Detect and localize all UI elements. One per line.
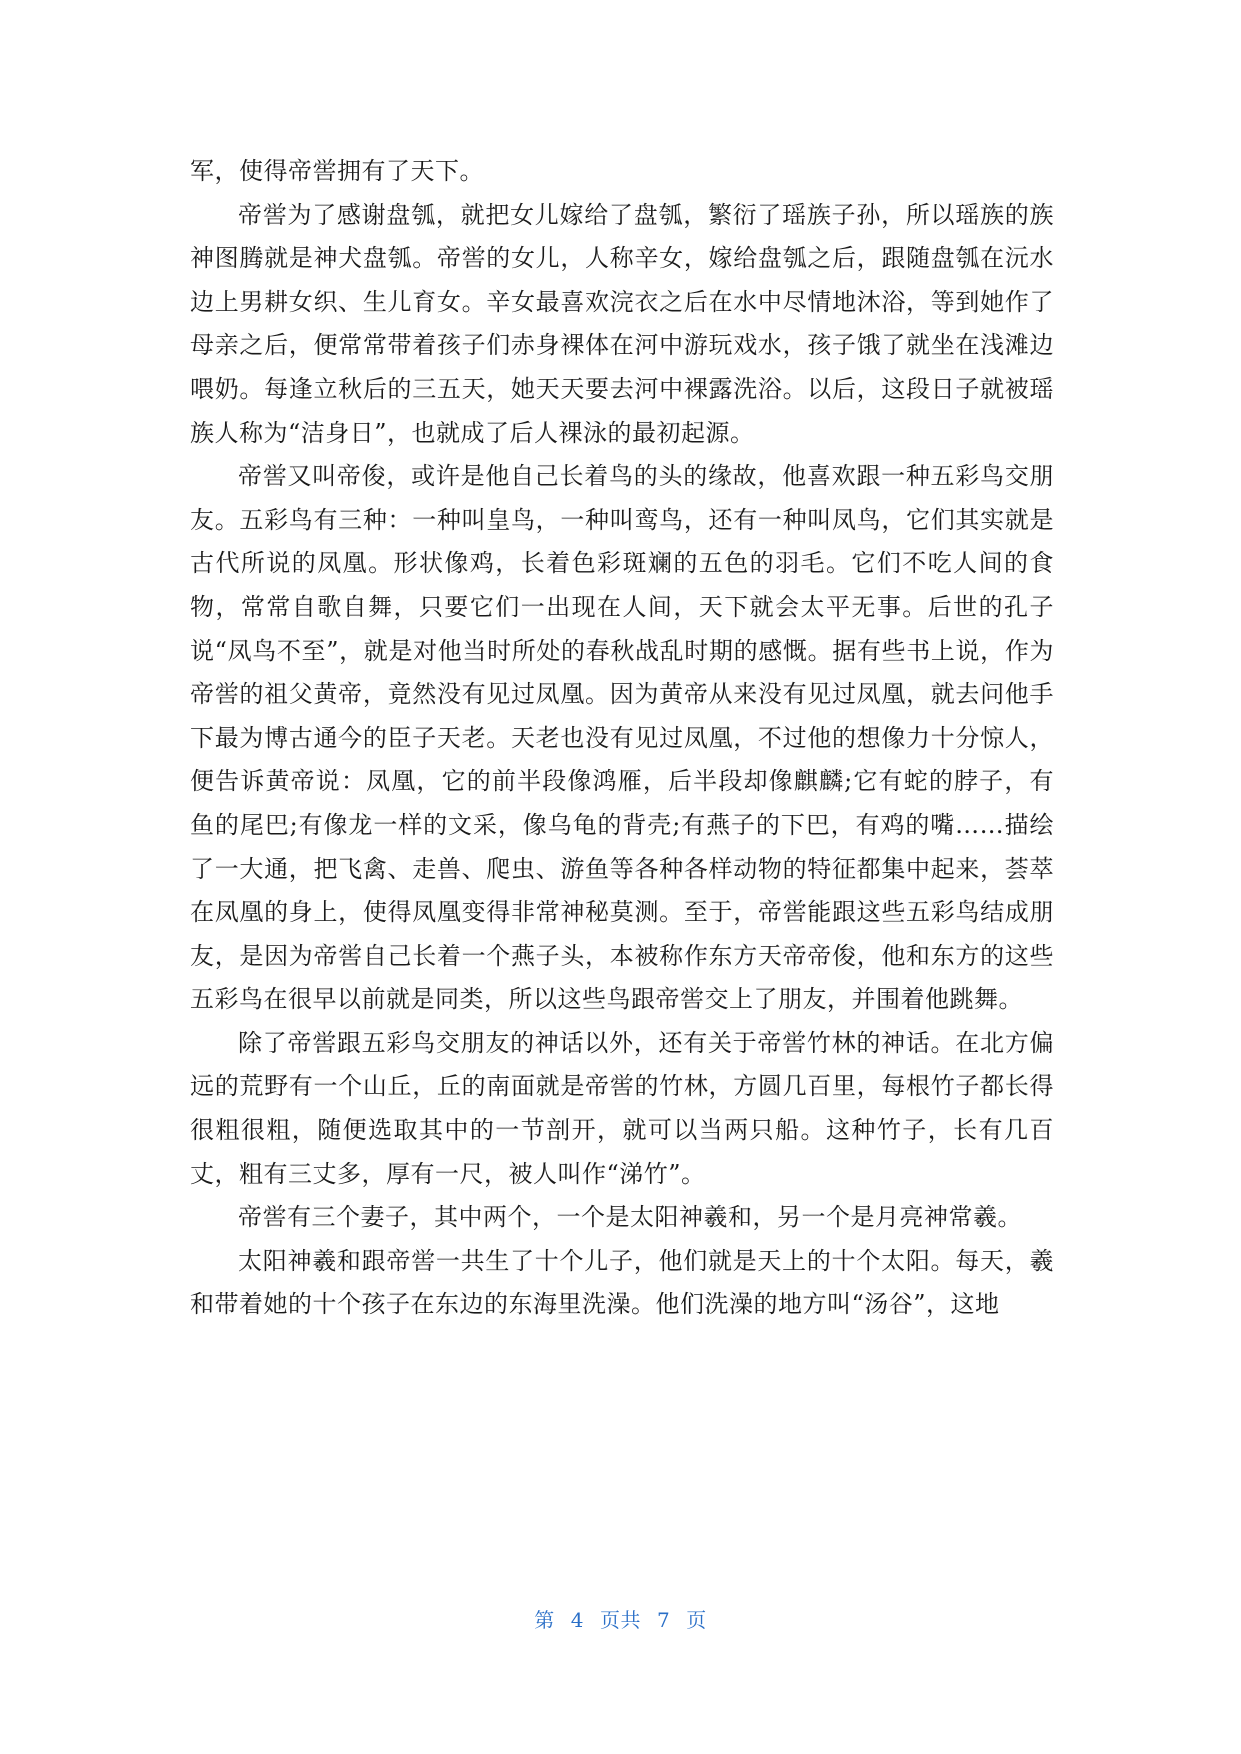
footer-total-pages: 7 bbox=[657, 1608, 671, 1632]
document-body bbox=[190, 150, 1054, 1327]
page-footer bbox=[0, 1604, 1241, 1633]
paragraph-4: 除了帝喾跟五彩鸟交朋友的神话以外，还有关于帝喾竹林的神话。在北方偏远的荒野有一个山丘，丘的南面就是帝喾的竹林，方圆几百里，每根竹子都长得很粗很粗，随便选取其中的一节剖开，就可以当两只船。这种竹子，长有几百丈，粗有三丈多，厚有一尺，被人叫作“涕竹”。 bbox=[190, 1028, 1054, 1188]
footer-current-page: 4 bbox=[570, 1608, 584, 1632]
paragraph-5: 帝喾有三个妻子，其中两个，一个是太阳神羲和，另一个是月亮神常羲。 bbox=[238, 1203, 1022, 1232]
footer-page-word: 第 bbox=[534, 1608, 555, 1632]
paragraph-1: 军，使得帝喾拥有了天下。 bbox=[190, 157, 484, 185]
paragraph-6: 太阳神羲和跟帝喾一共生了十个儿子，他们就是天上的十个太阳。每天，羲和带着她的十个孩子在东边的东海里洗澡。他们洗澡的地方叫“汤谷”，这地 bbox=[190, 1246, 1054, 1319]
paragraph-3: 帝喾又叫帝俊，或许是他自己长着鸟的头的缘故，他喜欢跟一种五彩鸟交朋友。五彩鸟有三种：一种叫皇鸟，一种叫鸾鸟，还有一种叫凤鸟，它们其实就是古代所说的凤凰。形状像鸡，长着色彩斑斓的五色的羽毛。它们不吃人间的食物，常常自歌自舞，只要它们一出现在人间，天下就会太平无事。后世的孔子说“凤鸟不至”，就是对他当时所处的春秋战乱时期的感慨。据有些书上说，作为帝喾的祖父黄帝，竟然没有见过凤凰。因为黄帝从来没有见过凤凰，就去问他手下最为博古通今的臣子天老。天老也没有见过凤凰，不过他的想像力十分惊人，便告诉黄帝说：凤凰，它的前半段像鸿雁，后半段却像麒麟;它有蛇的脖子，有鱼的尾巴;有像龙一样的文采，像乌龟的背壳;有燕子的下巴，有鸡的嘴……描绘了一大通，把飞禽、走兽、爬虫、游鱼等各种各样动物的特征都集中起来，荟萃在凤凰的身上，使得凤凰变得非常神秘莫测。至于，帝喾能跟这些五彩鸟结成朋友，是因为帝喾自己长着一个燕子头，本被称作东方天帝帝俊，他和东方的这些五彩鸟在很早以前就是同类，所以这些鸟跟帝喾交上了朋友，并围着他跳舞。 bbox=[190, 462, 1054, 1014]
footer-page-end: 页 bbox=[686, 1608, 707, 1632]
footer-page-of: 页共 bbox=[600, 1608, 641, 1632]
paragraph-2: 帝喾为了感谢盘瓠，就把女儿嫁给了盘瓠，繁衍了瑶族子孙，所以瑶族的族神图腾就是神犬盘瓠。帝喾的女儿，人称辛女，嫁给盘瓠之后，跟随盘瓠在沅水边上男耕女织、生儿育女。辛女最喜欢浣衣之后在水中尽情地沐浴，等到她作了母亲之后，便常常带着孩子们赤身裸体在河中游玩戏水，孩子饿了就坐在浅滩边喂奶。每逢立秋后的三五天，她天天要去河中裸露洗浴。以后，这段日子就被瑶族人称为“洁身日”，也就成了后人裸泳的最初起源。 bbox=[190, 200, 1054, 447]
